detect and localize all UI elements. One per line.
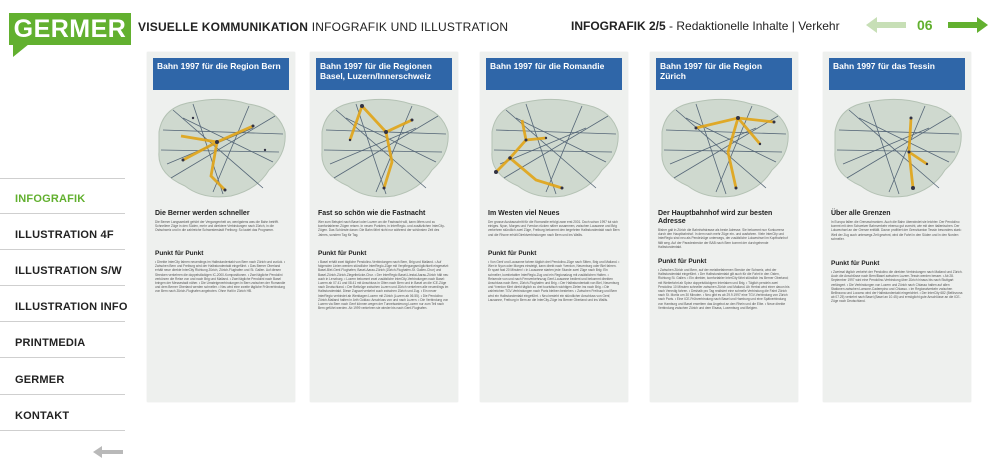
- prev-arrow-icon[interactable]: [866, 17, 906, 33]
- page-card-basel-luzern[interactable]: [310, 52, 458, 402]
- page-title: Bahn 1997 für die Region Zürich: [656, 58, 792, 90]
- page-title: Bahn 1997 für das Tessin: [829, 58, 965, 90]
- article-intro: Der grosse Ausbauschritt für die Romandie erfolgt zwar erst 2001. Doch schon 1997 tut sich einiges. Nyon, Morges und Yverdon rücken näher zusammen, zwischen Lausanne und Brig verkehren stündlich zwei Züge, Freiburg bekommt den begehrten Halbstundentakt nach Bern und die Rhone erhält Direktverbindungen nach Bern und ins Wallis.: [488, 220, 620, 237]
- nav-item-printmedia[interactable]: PRINTMEDIA: [15, 337, 86, 349]
- back-arrow-icon[interactable]: [93, 446, 123, 458]
- section-title: [571, 19, 840, 33]
- article-heading: Über alle Grenzen: [831, 210, 891, 217]
- site-title: [138, 20, 508, 34]
- nav-item-illustration-4f[interactable]: ILLUSTRATION 4F: [15, 229, 114, 241]
- article-subheading: Punkt für Punkt: [318, 250, 367, 257]
- page-number: 06: [917, 17, 933, 33]
- rail-map-image: [829, 92, 965, 204]
- nav-item-kontakt[interactable]: KONTAKT: [15, 410, 70, 422]
- germer-logo[interactable]: GERMER: [9, 13, 131, 45]
- nav-item-germer[interactable]: GERMER: [15, 374, 65, 386]
- section-title-bold: INFOGRAFIK 2/5: [571, 19, 666, 33]
- next-arrow-icon[interactable]: [948, 17, 988, 33]
- article-subheading: Punkt für Punkt: [658, 258, 707, 265]
- page-card-bern[interactable]: [147, 52, 295, 402]
- section-title-rest: - Redaktionelle Inhalte | Verkehr: [665, 19, 840, 33]
- site-title-bold: VISUELLE KOMMUNIKATION: [138, 20, 309, 34]
- page-card-tessin[interactable]: [823, 52, 971, 402]
- article-heading: Der Hauptbahnhof wird zur besten Adresse: [658, 210, 773, 225]
- page-card-romandie[interactable]: [480, 52, 628, 402]
- article-intro: In Europa fallen die Grenzschranken. Auch die Bahn überwindet sie leichter. Der Pendolino kommt mit dem Schweizer Bahnverkehr ebenso gut zurecht, wie mit dem italienischen. Der Lokwechsel an der Grenze entfällt. Davon profitiert der Grenzkanton Tessin besonders stark: Weil der Zug auch unterwegs Zeit gewinnt, wird die Fahrt in den Süden und in den Norden schneller.: [831, 220, 962, 241]
- page-card-zuerich[interactable]: [650, 52, 798, 402]
- page-gallery: [140, 52, 1000, 452]
- article-bullets: • Direkte InterCity fahren neuerdings im Halbstundentakt von Bern nach Zürich und zurück. • Zwischen Bern und Freiburg wird der Halbstundentakt eingeführt. • Das Berner Oberland erhält neue direkte InterCity Richtung Zürich, Zürich-Flughafen und St. Gallen. Auf diesen Strecken verkehren die doppelstöckigen IC-2000-Kompositionen. • Zwei tägliche Pendolini verkürzen die Reise von und nach Brig und Mailand. • Zwei tägliche Pendolini nach Basel bringen der Messestadt näher. • Die Umsteigeverbindungen in Bern zwischen der Romandie und dem Berner Oberland werden schneller. • Neu wird eine zweite tägliche Frühverbindung von Bern nach Zürich-Flughafen angeboten. Ohne Halt in Zürich HB.: [155, 260, 286, 294]
- article-heading: Fast so schön wie die Fastnacht: [318, 210, 426, 217]
- nav-divider: [0, 249, 125, 250]
- article-bullets: • Von Genf und Lausanne fahren täglich drei Pendolino-Züge nach Sitten, Brig und Mailand. • Wer in Nyon oder Morges einsteigt, kann direkt nach Yverdon, Neuenburg oder Biel fahren. Er spart fast 20 Minuten! • In Lausanne starten jede Stunde zwei Züge nach Brig: Ein schneller, komfortabler InterRegio-Zug und ein Regionalzug mit zusätzlichen Halten. • Reisende von und nach Fernverkehrszug Genf-Lausanne bedient und bekommt direkten Anschluss nach Bern, Zürich-Flughafen und Brig. • Der Halbstundentakt von Biel, Neuenburg und Yverdon führt direkt täglich zu drei touristisch wichtigen Zielen ins nach Brig. • Die zahlreichen TGV-Verbindungen nach Paris bleiben bestehen. • Zwischen Freiburg und Bern wird ein Halbstundentakt eingeführt. • Neu besteht ein stündlicher Anschluss von Genf, Lausanne, Freiburg in Bern an die InterCity-Züge ins Berner Oberland und ins Wallis.: [488, 260, 620, 302]
- nav-item-illustration-sw[interactable]: ILLUSTRATION S/W: [15, 265, 122, 277]
- article-subheading: Punkt für Punkt: [488, 250, 537, 257]
- nav-divider: [0, 321, 125, 322]
- article-heading: Im Westen viel Neues: [488, 210, 560, 217]
- rail-map-image: [486, 92, 622, 204]
- nav-divider: [0, 213, 125, 214]
- page-title: Bahn 1997 für die Romandie: [486, 58, 622, 90]
- page-title: Bahn 1997 für die Regionen Basel, Luzern/Innerschweiz: [316, 58, 452, 90]
- nav-item-illustration-info[interactable]: ILLUSTRATION INFO: [15, 301, 128, 313]
- nav-divider: [0, 394, 125, 395]
- nav-divider: [0, 430, 125, 431]
- article-subheading: Punkt für Punkt: [831, 260, 880, 267]
- article-intro: Wer zum Beispiel nach Basel oder Luzern an die Fastnacht will, kann öfters und zu komfortableren Zügen reisen. In neuen Punkten, in InterRegio- und zusätzlichen InterCity-Zügen. Das Schönste daran: Die Bahn fährt nicht nur während der schönsten Zeit des Jahres, sondern Tag für Tag.: [318, 220, 445, 237]
- rail-map-image: [656, 92, 792, 204]
- article-bullets: • Zweimal täglich verkehrt der Pendolino die direkten Verbindungen nach Mailand und Zürich. Auch die Anschlüsse nach Bern/Basel zwischen Luzern-Tessin werden besser. • Ab 28. September 1997 wird eine Pendolino-Verbindung über Zürich hinaus bis nach Stuttgart verlängert. • Die Verbindungen von Luzern und Zürich nach Chiasso halten auf allen Stationen zwischen Lamone-Cadempino und Chiasso. • Im Regionalverkehr zwischen Bellinzona und Locarno wird der Halbstundentakt eingerichtet. • Der InterCity 682 (Bellinzona ab 07.25) verkehrt nach Basel (Basel an 10.45) und ermöglicht gute Anschlüsse an die ICE-Züge nach Deutschland.: [831, 270, 963, 304]
- article-bullets: • Basel erhält zwei tägliche Pendolino-Verbindungen nach Bern, Brig und Mailand. • Auf folgenden Linien werden stündliche InterRegio-Züge mit Verpflegungsmöglichkeit eingesetzt: Basel-Biel-Genf-Flughafen; Basel-Aarau-Zürich (Zürich-Flughafen-St. Gallen-Chur) und Basel-Zürich-Zürich-Ziegelbrücke-Chur. • Der InterRegio Basel-Liestal-Aarau-Zürich hält neu auch in Lenzburg. • Luzern bekommt zwei zusätzliche InterCity-Verbindungen nach Basel: Luzern ab 07.41 und 08.41 mit Anschluss in Olten nach Bern und in Basel an die ICE-Züge nach Deutschland. • Der Bettzüge zwischen Luzern und Zürich verkehren alle neuerdings im Halbstundentakt. Diese Zugsart verkehrt auch zwischen Zürich und Zug. • Ein neuer InterRegio verbindet ab Werktagen Luzern mit Zürich (Luzern ab 06.55). • Die Pendolino Zürich-Mailand halten in Arth Goldau: Anschluss von und nach Luzern. • Die Verbindung von Luzern via Bern nach Genf können wegen der Tunnelsanierung Luzern nur zum Teil nach Bern geführt werden. Ab 1999 verkehren sie wieder bis nach Genf-Flughafen.: [318, 260, 449, 311]
- article-bullets: • Zwischen Zürich und Bern, auf der meistbefahrenen Strecke der Schweiz, wird der Halbstundentakt eingeführt. • Der Halbstundentakt gilt auch für die Fahrt in den Osten, Richtung St. Gallen. • Ein direkter, komfortabler InterCity fährt stündlich ins Berner Oberland; mit Weiterfahrt ab Spiez doppelstöckigem Interlaken und Brig. • Täglich pendeln zwei Pendolino 10 Minuten schneller zwischen Zürich und Mailand. Ab Herbst wird einer davon bis nach Venedig fahren. • Deshalb pro Tag realisiert eine schnelle Verbindung die Fahrt Zürich nach St. Moritz um 30 Minuten. • Neu gibt es ab 29.9.1997 eine TGV-Verbindung von Zürich nach Paris. • Eine ICE-Frühverbindung nach Basel und Hamburg und eine Spätverbindung von Hamburg und Basel erweitern das Angebot an den Rhein und die Elbe. • Neue direkte Verbindung zwischen Zürich und dem Elsass, Luxemburg und Belgien.: [658, 268, 790, 310]
- nav-divider: [0, 285, 125, 286]
- article-intro: Die Berner Langsamkeit gehört der Vergangenheit an, wenigstens was die Bahn betrifft. Schnellere Züge in den Süden, mehr und direktere Verbindungen nach Zürich, in die Ostschweiz und in die zahlreiche Schwesterstadt Freiburg: So lautet das Programm.: [155, 220, 279, 233]
- rail-map-image: [153, 92, 289, 204]
- page-title: Bahn 1997 für die Region Bern: [153, 58, 289, 90]
- article-intro: Bisher galt in Zürich die Bahnhofstrasse als beste Adresse. Sie bekommt nun Konkurrenz durch den Hauptbahnhof. In dem nach mehr Züge ein- und ausfahren. Viele InterCity und InterRegio sind neu als Pendelzüge unterwegs, der zusätzliche Lokwechsel im Kopfbahnhof fällt weg. Auf der Paradestrecke der BAB nach Bern kommt der durchgehende Halbstundentakt.: [658, 228, 788, 249]
- rail-map-image: [316, 92, 452, 204]
- site-title-rest: INFOGRAFIK UND ILLUSTRATION: [311, 20, 509, 34]
- nav-item-infografik[interactable]: INFOGRAFIK: [15, 193, 86, 205]
- nav-divider: [0, 357, 125, 358]
- article-heading: Die Berner werden schneller: [155, 210, 250, 217]
- nav-divider: [0, 178, 125, 179]
- article-subheading: Punkt für Punkt: [155, 250, 204, 257]
- logo-speech-tail: [13, 44, 29, 57]
